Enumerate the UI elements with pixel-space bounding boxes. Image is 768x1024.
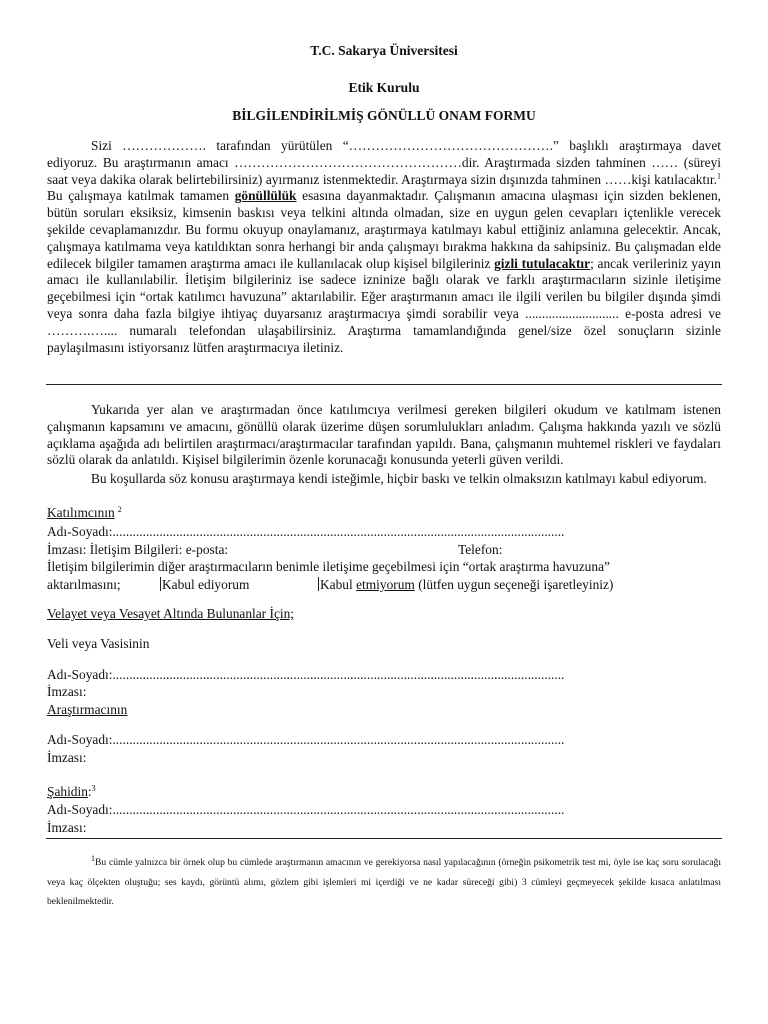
researcher-heading: Araştırmacının <box>47 702 128 717</box>
intro-text-3: esasına dayanmaktadır. Çalışmanın amacına ulaşması için sizden beklenen, bütün soruları eksiksiz, kimsenin baskısı veya telkini altında olmadan, size en uygun gelen cevapları içtenlikle verecek şekilde cevaplamanızdır. Bu formu okuyup onaylamanız, araştırmaya katılmayı kabul ettiğiniz anlamına gelecektir. Ancak, çalışmaya katılmama veya katıldıktan sonra herhangi bir anda çalışmayı bırakma hakkına da sahipsiniz. Bu çalışmadan elde edilecek bilgiler tamamen araştırma amacı ile kullanılacak olup kişisel bilgileriniz <box>47 188 721 271</box>
witness-signature-field[interactable]: İmzası: <box>47 820 87 835</box>
participant-heading: Katılımcının $^2$ <box>47 504 122 520</box>
committee-title: Etik Kurulu <box>348 80 420 95</box>
pool-consent-text: İletişim bilgilerimin diğer araştırmacıların benimle iletişime geçebilmesi için “ortak araştırma havuzuna” <box>47 559 610 574</box>
witness-heading: Şahidin:$^3$ <box>47 783 96 799</box>
consent-paragraph-2 <box>47 471 721 488</box>
guardian-heading: Velayet veya Vesayet Altında Bulunanlar İçin; <box>47 606 295 621</box>
transfer-label: aktarılmasını; <box>47 577 121 592</box>
witness-name-field[interactable]: Adı-Soyadı:....................................................................................................................................... <box>47 802 565 817</box>
reject-note: (lütfen uygun seçeneği işaretleyiniz) <box>414 577 614 592</box>
researcher-name-field[interactable]: Adı-Soyadı:....................................................................................................................................... <box>47 732 565 747</box>
reject-checkbox[interactable] <box>318 577 319 591</box>
researcher-signature-field[interactable]: İmzası: <box>47 750 87 765</box>
participant-name-field[interactable]: Adı-Soyadı:....................................................................................................................................... <box>47 524 565 539</box>
participant-phone-field[interactable]: Telefon: <box>458 542 503 557</box>
voluntary-term: gönüllülük <box>234 188 297 204</box>
guardian-signature-field[interactable]: İmzası: <box>47 684 87 699</box>
footnote-text: $^1$Bu cümle yalnızca bir örnek olup bu cümlede araştırmanın amacının ve gerekiyorsa nasıl yapılacağının (örneğin psikometrik test mi, öyle ise kaç soru sorulacağı veya kaç ölçekten oluştuğu; ses kaydı, görüntü alımı, gözlem gibi işlemleri mi içerdiği ve ne kadar süreceği gibi) 3 cümleyi geçmeyecek şekilde kısaca anlatılması beklenilmektedir. <box>47 853 721 907</box>
section-divider <box>46 384 722 385</box>
footnote-ref-3: 3 <box>91 783 96 793</box>
accept-checkbox[interactable] <box>160 577 161 591</box>
intro-paragraph <box>47 138 721 356</box>
accept-label: Kabul ediyorum <box>162 577 250 592</box>
consent-text-1: Yukarıda yer alan ve araştırmadan önce katılımcıya verilmesi gereken bilgileri okudum ve katılmam istenen çalışmanın kapsamını ve amacını, gönüllü olarak üzerime düşen sorumlulukları anladım. Çalışma hakkında yazılı ve sözlü açıklama aşağıda adı belirtilen araştırmacı/araştırmacılar tarafından yapıldı. Bana, çalışmanın muhtemel riskleri ve faydaları sözlü olarak da anlatıldı. Kişisel bilgilerimin özenle korunacağı konusunda yeterli güven verildi. <box>47 402 721 468</box>
guardian-label: Veli veya Vasisinin <box>47 636 150 651</box>
reject-option[interactable]: Kabul etmiyorum (lütfen uygun seçeneği işaretleyiniz) <box>320 577 614 592</box>
intro-text-4: ; ancak verileriniz yayın amacı ile kullanılabilir. İletişim bilgileriniz ise sadece izninize bağlı olarak ve farklı araştırmacıların sizinle iletişime geçebilmesi için “ortak katılımcı havuzuna” aktarılabilir. Eğer araştırmanın amacı ile ilgili verilen bu bilgiler dışında şimdi veya sonra daha fazla bilgiye ihtiyaç duyarsanız araştırmacıya şimdi sorabilir veya ............................ e-posta adresi ve ……….….... numaralı telefondan ulaşabilirsiniz. Araştırma tamamlandığında genel/size özel sonuçların sizinle paylaşılmasını istiyorsanız lütfen araştırmacıya iletiniz. <box>47 255 721 355</box>
form-title: BİLGİLENDİRİLMİŞ GÖNÜLLÜ ONAM FORMU <box>232 108 536 123</box>
footnote-divider <box>46 838 722 839</box>
consent-text-2: Bu koşullarda söz konusu araştırmaya kendi isteğimle, hiçbir baskı ve telkin olmaksızın katılmayı kabul ediyorum. <box>91 471 707 486</box>
consent-paragraph-1 <box>47 402 721 469</box>
participant-signature-contact[interactable]: İmzası: İletişim Bilgileri: e-posta: <box>47 542 229 557</box>
intro-text-2: Bu çalışmaya katılmak tamamen <box>47 188 235 204</box>
guardian-name-field[interactable]: Adı-Soyadı:....................................................................................................................................... <box>47 667 565 682</box>
accept-option[interactable] <box>160 577 249 593</box>
confidential-term: gizli tutulacaktır <box>494 255 591 271</box>
reject-label: etmiyorum <box>356 577 415 592</box>
footnote-ref-2: 2 <box>117 504 122 514</box>
intro-text-1: Sizi ………………. tarafından yürütülen “……………………………………….” başlıklı araştırmaya davet ediyoruz. Bu araştırmanın amacı ……………………………………………dir. Araştırmada sizden tahminen …… (süreyi saat veya dakika olarak belirtebilirsiniz) ayırmanız istenmektedir. Araştırmaya sizin dışınızda tahminen ……kişi katılacaktır. <box>47 138 721 187</box>
institution-title: T.C. Sakarya Üniversitesi <box>310 43 458 58</box>
footnote-ref-1: 1 <box>717 171 721 181</box>
